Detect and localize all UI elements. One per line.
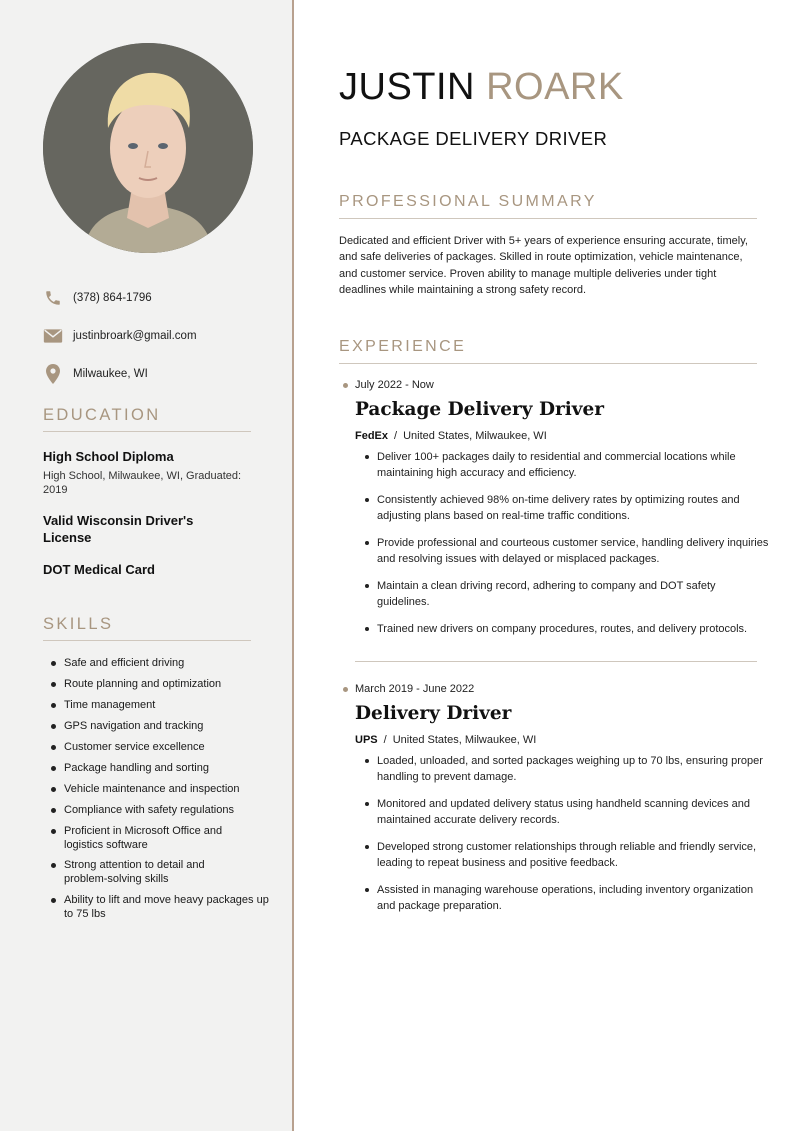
bullet-icon	[51, 661, 56, 666]
skill-item: Vehicle maintenance and inspection	[48, 783, 273, 797]
company-location: United States, Milwaukee, WI	[392, 734, 537, 746]
experience-heading: EXPERIENCE	[339, 338, 757, 364]
bullet-icon	[365, 541, 369, 545]
bullet-icon	[51, 703, 56, 708]
education-item-title: DOT Medical Card	[43, 562, 155, 577]
bullet-icon	[51, 682, 56, 687]
company-name: UPS	[355, 734, 378, 746]
company-location: United States, Milwaukee, WI	[403, 430, 547, 442]
education-item-subtitle: High School, Milwaukee, WI, Graduated: 2019	[43, 470, 242, 496]
job-bullet: Provide professional and courteous customer service, handling delivery inquiries and resolving issues with delayed or misplaced packages.	[365, 535, 770, 568]
mail-icon	[43, 326, 63, 346]
timeline-dot-icon	[343, 687, 348, 692]
job-bullet: Developed strong customer relationships through reliable and friendly service, leading to repeat business and positive feedback.	[365, 839, 770, 872]
candidate-name	[339, 66, 624, 109]
bullet-icon	[51, 898, 56, 903]
first-name: JUSTIN	[339, 66, 475, 108]
job-bullet: Consistently achieved 98% on-time delivery rates by optimizing routes and adjusting plans based on real-time traffic conditions.	[365, 492, 770, 525]
job-bullet: Assisted in managing warehouse operations, including inventory organization and package preparation.	[365, 882, 770, 915]
job-bullet: Monitored and updated delivery status using handheld scanning devices and maintained accurate delivery records.	[365, 796, 770, 829]
skill-item: Customer service excellence	[48, 741, 273, 755]
skill-item: GPS navigation and tracking	[48, 720, 273, 734]
skill-item: Ability to lift and move heavy packages up to 75 lbs	[48, 894, 273, 921]
contact-email	[43, 325, 273, 347]
job-bullet: Maintain a clean driving record, adhering to company and DOT safety guidelines.	[365, 578, 770, 611]
skill-item: Safe and efficient driving	[48, 657, 273, 671]
bullet-icon	[51, 808, 56, 813]
bullet-icon	[365, 802, 369, 806]
summary-text: Dedicated and efficient Driver with 5+ years of experience ensuring accurate, timely, and safe deliveries of packages. Skilled in route optimization, vehicle maintenance, and customer service. Proven ability to manage multiple deliveries under tight deadlines while maintaining a strong safety record.	[339, 235, 748, 296]
skill-item: Compliance with safety regulations	[48, 804, 273, 818]
bullet-icon	[51, 724, 56, 729]
bullet-icon	[51, 787, 56, 792]
skills-heading: SKILLS	[43, 615, 251, 641]
phone-number[interactable]: (378) 864-1796	[73, 292, 152, 304]
profile-photo	[43, 43, 253, 253]
bullet-icon	[51, 745, 56, 750]
job-company-row	[355, 734, 536, 746]
person-portrait-icon	[43, 43, 253, 253]
timeline-dot-icon	[343, 383, 348, 388]
phone-icon	[43, 288, 63, 308]
bullet-icon	[365, 627, 369, 631]
separator: /	[383, 734, 387, 746]
skill-item: Package handling and sorting	[48, 762, 273, 776]
company-name: FedEx	[355, 430, 389, 442]
location-pin-icon	[43, 364, 63, 384]
contact-location	[43, 363, 273, 385]
job-title: PACKAGE DELIVERY DRIVER	[339, 128, 608, 149]
job-role: Delivery Driver	[355, 703, 512, 724]
bullet-icon	[365, 455, 369, 459]
bullet-icon	[51, 766, 56, 771]
bullet-icon	[365, 845, 369, 849]
education-item-title: High School Diploma	[43, 449, 174, 464]
skill-item: Proficient in Microsoft Office and logistics software	[48, 825, 238, 852]
education-item-title: Valid Wisconsin Driver's License	[43, 513, 194, 545]
job-dates: July 2022 - Now	[343, 379, 434, 391]
bullet-icon	[365, 498, 369, 502]
location-text: Milwaukee, WI	[73, 368, 148, 380]
education-heading: EDUCATION	[43, 406, 251, 432]
separator: /	[394, 430, 398, 442]
bullet-icon	[365, 759, 369, 763]
job-bullet: Deliver 100+ packages daily to residential and commercial locations while maintaining high accuracy and efficiency.	[365, 449, 770, 482]
job-role: Package Delivery Driver	[355, 399, 605, 420]
section-divider	[355, 661, 757, 662]
skill-item: Time management	[48, 699, 273, 713]
bullet-icon	[51, 863, 56, 868]
bullet-icon	[365, 584, 369, 588]
job-bullet: Trained new drivers on company procedures, routes, and delivery protocols.	[365, 621, 770, 637]
skill-item: Route planning and optimization	[48, 678, 273, 692]
summary-heading: PROFESSIONAL SUMMARY	[339, 193, 757, 219]
bullet-icon	[51, 829, 56, 834]
skill-item: Strong attention to detail and problem-solving skills	[48, 859, 228, 886]
email-address[interactable]: justinbroark@gmail.com	[73, 330, 197, 342]
bullet-icon	[365, 888, 369, 892]
job-bullet: Loaded, unloaded, and sorted packages weighing up to 70 lbs, ensuring proper handling to prevent damage.	[365, 753, 770, 786]
last-name: ROARK	[486, 66, 624, 108]
job-dates: March 2019 - June 2022	[343, 683, 474, 695]
contact-phone	[43, 287, 273, 309]
sidebar	[0, 0, 294, 1131]
job-company-row	[355, 430, 547, 442]
